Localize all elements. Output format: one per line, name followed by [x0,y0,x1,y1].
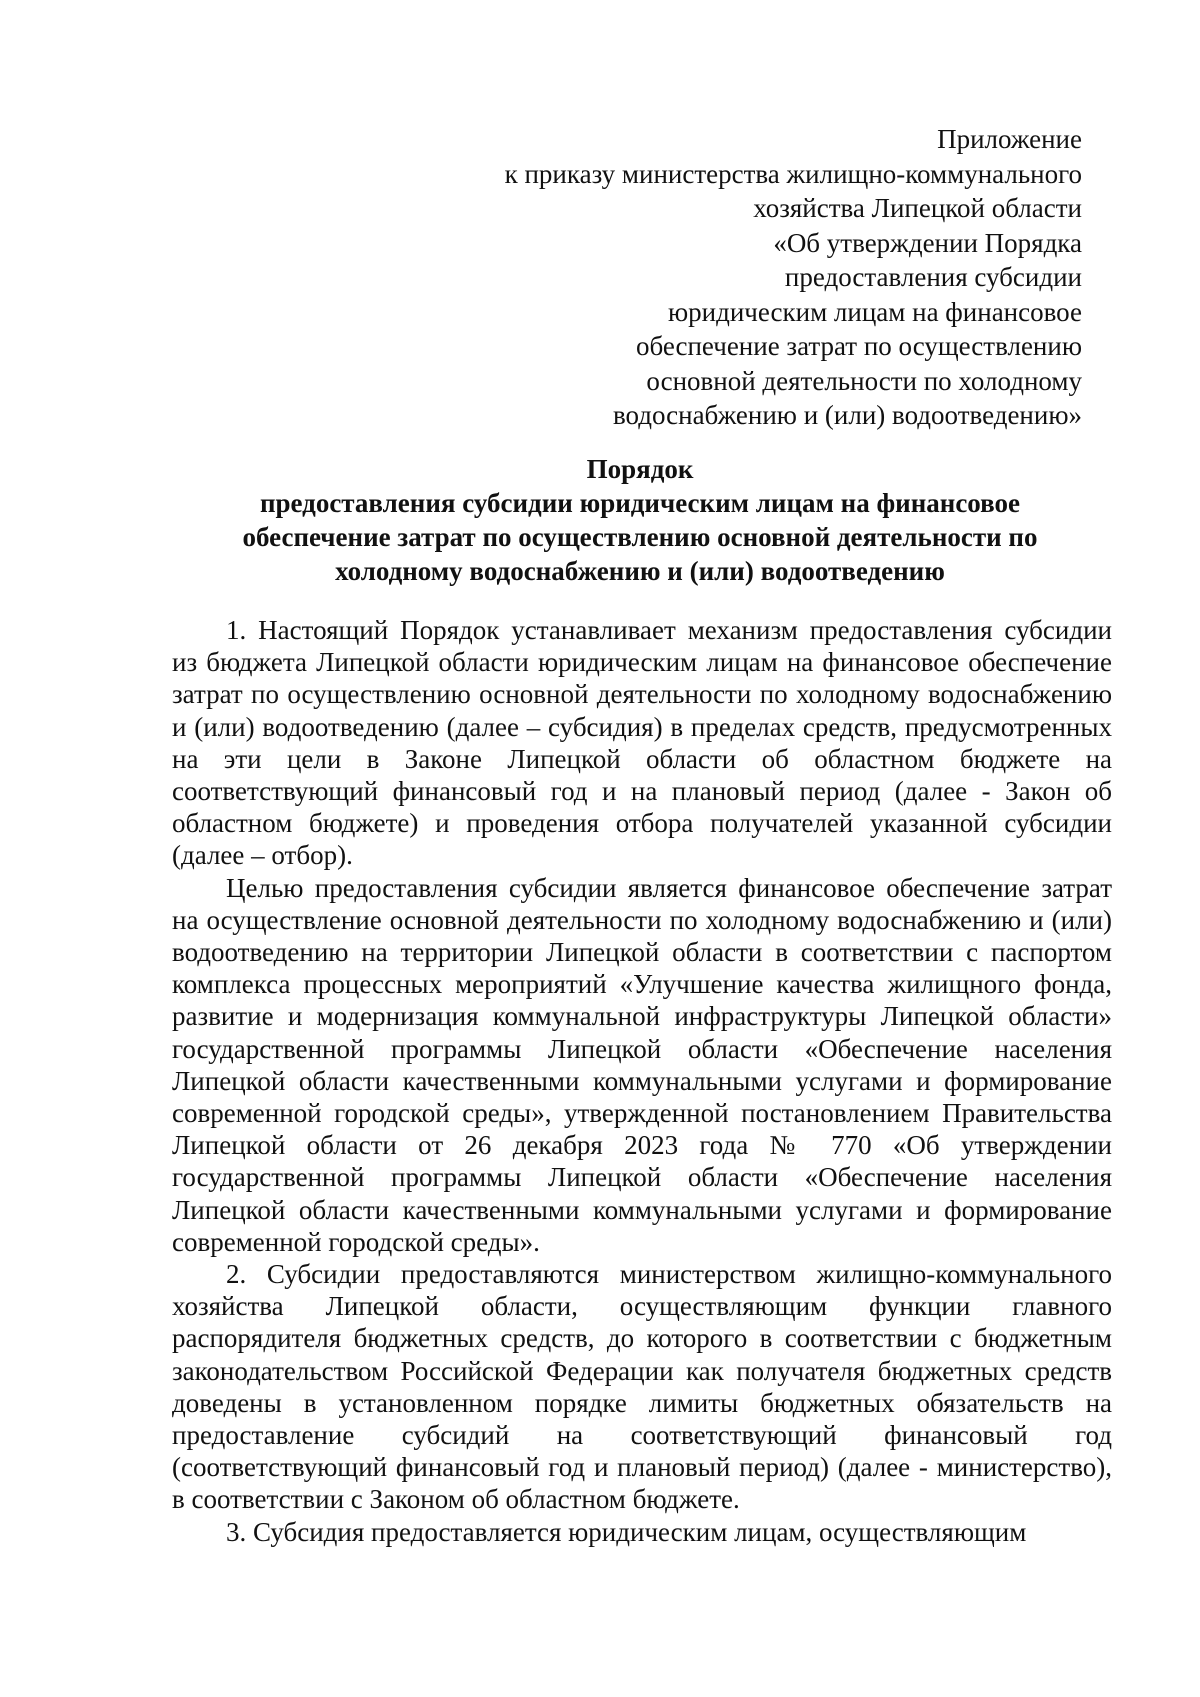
appendix-line: юридическим лицам на финансовое [668,296,1082,327]
document-body [172,614,1112,1548]
appendix-line: основной деятельности по холодному [646,365,1082,396]
title-line: Порядок [586,454,694,484]
paragraph-3: 3. Субсидия предоставляется юридическим лицам, осуществляющим [226,1516,1027,1547]
paragraph-purpose: Целью предоставления субсидии является финансовое обеспечение затрат на осуществление основной деятельности по холодному водоснабжению и (или) водоотведению на территории Липецкой области в соответствии с паспортом комплекса процессных мероприятий «Улучшение качества жилищного фонда, развитие и модернизация коммунальной инфраструктуры Липецкой области» государственной программы Липецкой области «Обеспечение населения Липецкой области качественными коммунальными услугами и формирование современной городской среды», утвержденной постановлением Правительства Липецкой области от 26 декабря 2023 года № 770 «Об утверждении государственной программы Липецкой области «Обеспечение населения Липецкой области качественными коммунальными услугами и формирование современной городской среды». [172,872,1112,1257]
appendix-line: предоставления субсидии [784,262,1082,292]
title-line: обеспечение затрат по осуществлению основной деятельности по [242,522,1038,552]
appendix-header [505,122,1082,433]
paragraph-2: 2. Субсидии предоставляются министерством жилищно-коммунального хозяйства Липецкой области, осуществляющим функции главного распорядителя бюджетных средств, до которого в соответствии с бюджетным законодательством Российской Федерации как получателя бюджетных средств доведены в установленном порядке лимиты бюджетных обязательств на предоставление субсидий на соответствующий финансовый год (соответствующий финансовый год и плановый период) (далее - министерство), в соответствии с Законом об областном бюджете. [172,1259,1112,1515]
appendix-line: «Об утверждении Порядка [773,227,1082,258]
appendix-line: Приложение [937,124,1082,154]
appendix-line: обеспечение затрат по осуществлению [635,331,1082,361]
appendix-line: водоснабжению и (или) водоотведению» [612,400,1082,430]
title-line: холодному водоснабжению и (или) водоотведению [335,556,945,586]
document-title [160,452,1120,588]
appendix-line: к приказу министерства жилищно-коммунального [504,158,1082,189]
appendix-line: хозяйства Липецкой области [753,193,1082,223]
title-line: предоставления субсидии юридическим лицам на финансовое [259,488,1021,518]
paragraph-1: 1. Настоящий Порядок устанавливает механизм предоставления субсидии из бюджета Липецкой области юридическим лицам на финансовое обеспечение затрат по осуществлению основной деятельности по холодному водоснабжению и (или) водоотведению (далее – субсидия) в пределах средств, предусмотренных на эти цели в Законе Липецкой области об областном бюджете на соответствующий финансовый год и на плановый период (далее - Закон об областном бюджете) и проведения отбора получателей указанной субсидии (далее – отбор). [172,615,1112,871]
